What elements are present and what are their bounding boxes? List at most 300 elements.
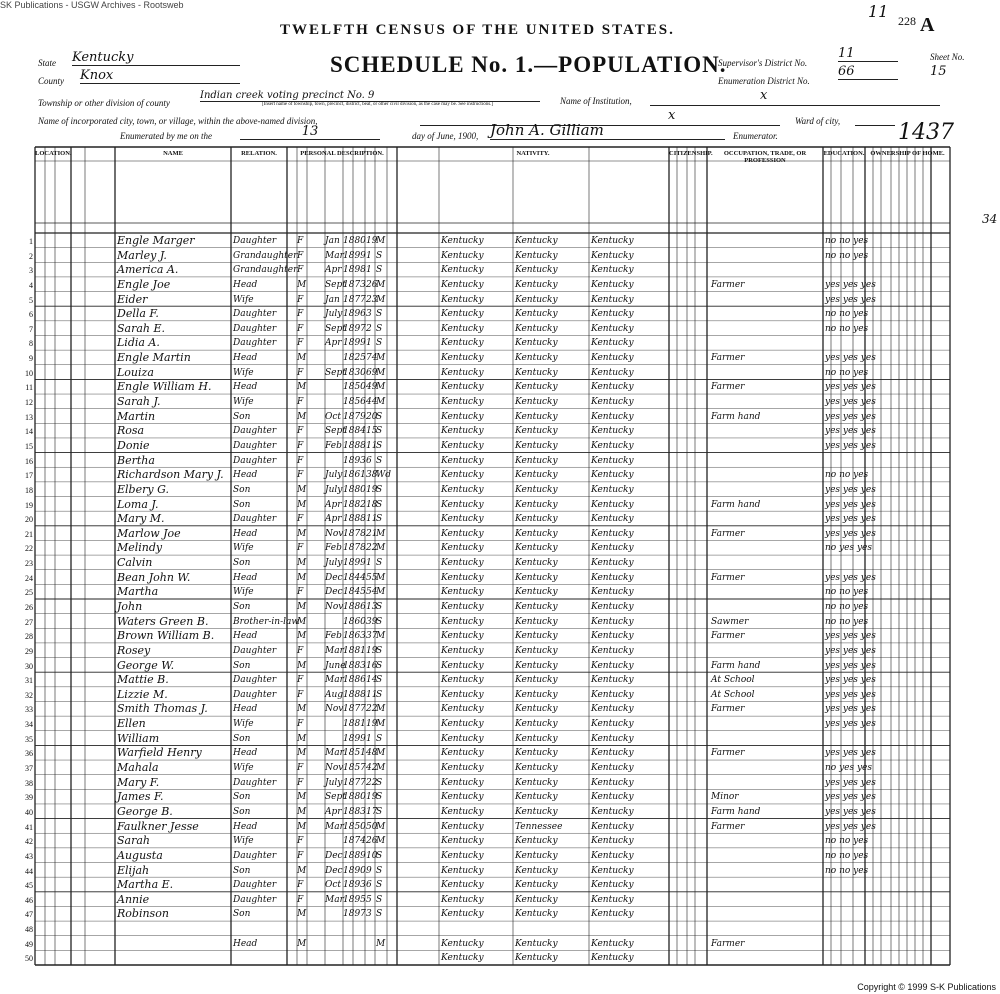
person-name: Elbery G. xyxy=(117,482,169,496)
sex: M xyxy=(297,572,307,583)
marital-status: M xyxy=(376,631,386,642)
mother-birthplace: Kentucky xyxy=(591,865,634,876)
sex: F xyxy=(297,455,304,466)
person-name: Ellen xyxy=(117,717,146,731)
father-birthplace: Kentucky xyxy=(515,602,558,612)
group-heading-location: LOCATION. xyxy=(35,150,72,157)
occupation: Farmer xyxy=(711,279,745,290)
sex: M xyxy=(297,528,307,539)
age: 3 xyxy=(366,909,372,920)
sex: F xyxy=(297,777,304,788)
row-number: 38 xyxy=(25,778,33,788)
person-name: Smith Thomas J. xyxy=(117,702,208,716)
birthplace: Kentucky xyxy=(441,236,484,246)
birth-year: 1898 xyxy=(343,265,366,276)
birthplace: Kentucky xyxy=(441,748,484,759)
father-birthplace: Kentucky xyxy=(515,338,558,349)
marital-status: S xyxy=(376,440,383,451)
birth-year: 1889 xyxy=(343,850,366,861)
marital-status: S xyxy=(376,675,383,686)
birth-month: Dec xyxy=(325,850,343,861)
sex: M xyxy=(297,602,307,612)
occupation: Sawmer xyxy=(711,616,749,627)
father-birthplace: Kentucky xyxy=(515,660,558,671)
birth-month: Sept xyxy=(325,279,346,290)
marital-status: S xyxy=(376,514,383,525)
education: yes yes yes xyxy=(825,704,876,715)
relation: Head xyxy=(233,528,258,539)
education: yes yes yes xyxy=(825,397,876,408)
enum-day-value: 13 xyxy=(240,124,380,140)
marital-status: M xyxy=(376,836,386,847)
education: yes yes yes xyxy=(825,353,876,364)
person-name: Mary M. xyxy=(117,512,165,526)
sex: F xyxy=(297,250,304,261)
sex: F xyxy=(297,543,304,554)
row-number: 12 xyxy=(25,398,33,408)
relation: Son xyxy=(233,733,251,744)
birthplace: Kentucky xyxy=(441,528,484,539)
birthplace: Kentucky xyxy=(441,587,484,598)
sex: M xyxy=(297,660,307,671)
father-birthplace: Kentucky xyxy=(515,323,558,334)
institution-mark: x xyxy=(760,88,768,103)
age: 11 xyxy=(366,689,378,700)
birth-year: 1897 xyxy=(343,323,366,334)
age: 22 xyxy=(366,777,378,788)
row-number: 3 xyxy=(29,266,33,276)
birth-year: 1845 xyxy=(343,587,366,598)
birthplace: Kentucky xyxy=(441,733,484,744)
mother-birthplace: Kentucky xyxy=(591,938,634,949)
father-birthplace: Kentucky xyxy=(515,484,558,495)
education: yes yes yes xyxy=(825,440,876,451)
education: yes yes yes xyxy=(825,821,876,832)
mother-birthplace: Kentucky xyxy=(591,411,634,422)
birth-year: 1880 xyxy=(343,236,366,246)
row-number: 16 xyxy=(25,456,33,466)
sex: F xyxy=(297,587,304,598)
sex: M xyxy=(297,704,307,715)
person-name: Mary F. xyxy=(117,775,160,789)
relation: Daughter xyxy=(233,426,277,437)
page-letter: A xyxy=(920,14,935,36)
education: yes yes yes xyxy=(825,675,876,686)
sex: F xyxy=(297,514,304,525)
side-number: 34 xyxy=(982,212,998,226)
birthplace: Kentucky xyxy=(441,309,484,320)
occupation: Farmer xyxy=(711,938,745,949)
father-birthplace: Kentucky xyxy=(515,909,558,920)
education: no no yes xyxy=(825,587,869,598)
relation: Head xyxy=(233,572,258,583)
occupation: Minor xyxy=(711,792,739,803)
marital-status: S xyxy=(376,309,383,320)
education: no yes yes xyxy=(825,543,872,554)
birth-year: 1895 xyxy=(343,894,366,905)
birth-month: Sept xyxy=(325,367,346,378)
birthplace: Kentucky xyxy=(441,704,484,715)
relation: Head xyxy=(233,938,258,949)
age: 1 xyxy=(366,733,372,744)
father-birthplace: Kentucky xyxy=(515,894,558,905)
relation: Daughter xyxy=(233,514,277,525)
father-birthplace: Kentucky xyxy=(515,397,558,408)
row-number: 25 xyxy=(25,588,33,598)
birthplace: Kentucky xyxy=(441,426,484,437)
county-value: Knox xyxy=(80,68,240,84)
marital-status: Wd xyxy=(376,470,392,481)
age: 26 xyxy=(366,279,378,290)
birth-month: Apr xyxy=(325,338,342,349)
row-number: 50 xyxy=(25,954,33,964)
birthplace: Kentucky xyxy=(441,470,484,481)
group-heading-name: NAME xyxy=(163,150,183,157)
sex: M xyxy=(297,616,307,627)
father-birthplace: Kentucky xyxy=(515,236,558,246)
father-birthplace: Kentucky xyxy=(515,514,558,525)
sex: F xyxy=(297,850,304,861)
birth-month: July xyxy=(325,484,343,495)
father-birthplace: Kentucky xyxy=(515,382,558,393)
mother-birthplace: Kentucky xyxy=(591,397,634,408)
age: 55 xyxy=(366,572,378,583)
birth-year: 1825 xyxy=(343,353,366,364)
age: 19 xyxy=(366,484,378,495)
marital-status: S xyxy=(376,265,383,276)
education: no no yes xyxy=(825,616,869,627)
sex: F xyxy=(297,338,304,349)
mother-birthplace: Kentucky xyxy=(591,543,634,554)
person-name: Lizzie M. xyxy=(117,687,168,701)
age: 2 xyxy=(366,323,372,334)
father-birthplace: Kentucky xyxy=(515,309,558,320)
age: 23 xyxy=(366,294,378,305)
sex: M xyxy=(297,909,307,920)
age: 6 xyxy=(366,455,372,466)
father-birthplace: Kentucky xyxy=(515,748,558,759)
birth-year: 1899 xyxy=(343,250,366,261)
birth-month: Mar xyxy=(325,675,344,686)
row-number: 44 xyxy=(25,866,33,876)
mother-birthplace: Kentucky xyxy=(591,528,634,539)
age: 42 xyxy=(366,763,378,774)
age: 3 xyxy=(366,309,372,320)
birth-month: Nov xyxy=(325,602,344,612)
marital-status: S xyxy=(376,645,383,656)
sex: F xyxy=(297,719,304,730)
occupation: Farmer xyxy=(711,631,745,642)
person-name: Augusta xyxy=(117,848,163,862)
father-birthplace: Kentucky xyxy=(515,353,558,364)
relation: Daughter xyxy=(233,440,277,451)
row-number: 27 xyxy=(25,617,33,627)
father-birthplace: Kentucky xyxy=(515,704,558,715)
mother-birthplace: Kentucky xyxy=(591,821,634,832)
relation: Daughter xyxy=(233,645,277,656)
birth-year: 1888 xyxy=(343,689,366,700)
sex: M xyxy=(297,733,307,744)
birthplace: Kentucky xyxy=(441,645,484,656)
mother-birthplace: Kentucky xyxy=(591,748,634,759)
relation: Son xyxy=(233,660,251,671)
birth-year: 1883 xyxy=(343,660,366,671)
mother-birthplace: Kentucky xyxy=(591,470,634,481)
row-number: 36 xyxy=(25,749,33,759)
row-number: 40 xyxy=(25,807,33,817)
occupation: Farm hand xyxy=(711,660,761,671)
education: yes yes yes xyxy=(825,660,876,671)
education: yes yes yes xyxy=(825,689,876,700)
age: 18 xyxy=(366,499,378,510)
row-number: 37 xyxy=(25,764,33,774)
relation: Daughter xyxy=(233,689,277,700)
row-number: 14 xyxy=(25,427,33,437)
birthplace: Kentucky xyxy=(441,499,484,510)
row-number: 28 xyxy=(25,632,33,642)
age: 11 xyxy=(366,514,378,525)
relation: Wife xyxy=(233,587,254,598)
supervisor-value: 11 xyxy=(838,46,898,62)
mother-birthplace: Kentucky xyxy=(591,279,634,290)
education: no no yes xyxy=(825,865,869,876)
father-birthplace: Kentucky xyxy=(515,616,558,627)
enumerator-label: Enumerator. xyxy=(733,131,778,141)
age: 49 xyxy=(366,382,378,393)
birth-year: 1888 xyxy=(343,440,366,451)
birth-year: 1878 xyxy=(343,528,366,539)
birth-year: 1886 xyxy=(343,675,366,686)
row-number: 47 xyxy=(25,910,33,920)
age: 37 xyxy=(366,631,378,642)
township-label: Township or other division of county xyxy=(38,98,170,108)
relation: Daughter xyxy=(233,880,277,891)
sex: F xyxy=(297,440,304,451)
age: 16 xyxy=(366,660,378,671)
person-name: Engle Marger xyxy=(117,234,195,247)
group-heading-education: EDUCATION. xyxy=(823,150,865,157)
row-number: 32 xyxy=(25,690,33,700)
copyright-footer: Copyright © 1999 S-K Publications xyxy=(857,982,996,992)
age: 13 xyxy=(366,602,378,612)
relation: Wife xyxy=(233,397,254,408)
relation: Wife xyxy=(233,763,254,774)
age: 1 xyxy=(366,250,372,261)
father-birthplace: Kentucky xyxy=(515,572,558,583)
birthplace: Kentucky xyxy=(441,250,484,261)
father-birthplace: Kentucky xyxy=(515,587,558,598)
education: yes yes yes xyxy=(825,572,876,583)
marital-status: S xyxy=(376,338,383,349)
marital-status: S xyxy=(376,850,383,861)
county-label: County xyxy=(38,76,64,86)
sex: F xyxy=(297,645,304,656)
birth-month: Feb xyxy=(325,440,342,451)
father-birthplace: Kentucky xyxy=(515,440,558,451)
age: 14 xyxy=(366,675,378,686)
row-number: 9 xyxy=(29,354,33,364)
relation: Head xyxy=(233,353,258,364)
sex: F xyxy=(297,426,304,437)
birth-month: Mar xyxy=(325,748,344,759)
ward-line xyxy=(855,124,895,126)
occupation: Farmer xyxy=(711,353,745,364)
birth-month: Oct xyxy=(325,411,342,422)
row-number: 8 xyxy=(29,339,33,349)
relation: Daughter xyxy=(233,455,277,466)
township-value: Indian creek voting precinct No. 9 xyxy=(200,90,540,102)
birthplace: Kentucky xyxy=(441,455,484,466)
marital-status: S xyxy=(376,792,383,803)
marital-status: S xyxy=(376,499,383,510)
birth-year: 1878 xyxy=(343,543,366,554)
sex: F xyxy=(297,236,304,246)
birth-month: Mar xyxy=(325,821,344,832)
row-number: 10 xyxy=(25,368,33,378)
relation: Son xyxy=(233,484,251,495)
marital-status: S xyxy=(376,660,383,671)
supervisor-label: Supervisor's District No. xyxy=(718,58,808,68)
marital-status: M xyxy=(376,397,386,408)
birth-year: 1877 xyxy=(343,294,366,305)
enumerated-label: Enumerated by me on the xyxy=(120,131,212,141)
education: no yes yes xyxy=(825,763,872,774)
birth-year: 1882 xyxy=(343,499,366,510)
enumeration-label: Enumeration District No. xyxy=(718,76,810,86)
education: no no yes xyxy=(825,470,869,481)
birth-month: July xyxy=(325,558,343,569)
person-name: Elijah xyxy=(117,863,150,877)
marital-status: M xyxy=(376,821,386,832)
institution-label: Name of Institution, xyxy=(560,96,632,106)
birthplace: Kentucky xyxy=(441,353,484,364)
marital-status: M xyxy=(376,353,386,364)
relation: Wife xyxy=(233,543,254,554)
sex: F xyxy=(297,397,304,408)
birth-year: 1880 xyxy=(343,484,366,495)
age: 1 xyxy=(366,265,372,276)
marital-status: M xyxy=(376,587,386,598)
age: 10 xyxy=(366,850,378,861)
birthplace: Kentucky xyxy=(441,660,484,671)
father-birthplace: Kentucky xyxy=(515,953,558,964)
row-number: 17 xyxy=(25,471,33,481)
education: no no yes xyxy=(825,323,869,334)
birth-month: Apr xyxy=(325,499,342,510)
birth-year: 1884 xyxy=(343,426,366,437)
birth-month: Nov xyxy=(325,763,344,774)
birthplace: Kentucky xyxy=(441,338,484,349)
father-birthplace: Kentucky xyxy=(515,836,558,847)
marital-status: M xyxy=(376,572,386,583)
birth-month: Mar xyxy=(325,250,344,261)
person-name: Annie xyxy=(117,892,150,906)
enumerator-value: John A. Gilliam xyxy=(490,121,725,140)
occupation: At School xyxy=(711,689,755,700)
person-name: James F. xyxy=(117,790,164,804)
relation: Son xyxy=(233,499,251,510)
occupation: Farm hand xyxy=(711,499,761,510)
person-name: Loma J. xyxy=(117,497,159,511)
person-name: Engle Martin xyxy=(117,351,191,365)
birth-year: 1850 xyxy=(343,821,366,832)
row-number: 18 xyxy=(25,485,33,495)
sex: M xyxy=(297,821,307,832)
marital-status: S xyxy=(376,733,383,744)
birthplace: Kentucky xyxy=(441,558,484,569)
education: yes yes yes xyxy=(825,748,876,759)
marital-status: S xyxy=(376,880,383,891)
birthplace: Kentucky xyxy=(441,938,484,949)
row-number: 24 xyxy=(25,573,33,583)
mother-birthplace: Kentucky xyxy=(591,792,634,803)
birthplace: Kentucky xyxy=(441,572,484,583)
row-number: 31 xyxy=(25,676,33,686)
marital-status: S xyxy=(376,323,383,334)
sex: F xyxy=(297,323,304,334)
birthplace: Kentucky xyxy=(441,719,484,730)
birth-year: 1883 xyxy=(343,806,366,817)
birth-year: 1888 xyxy=(343,514,366,525)
mother-birthplace: Kentucky xyxy=(591,616,634,627)
row-number: 33 xyxy=(25,705,33,715)
sex: M xyxy=(297,558,307,569)
mother-birthplace: Kentucky xyxy=(591,719,634,730)
marital-status: M xyxy=(376,704,386,715)
sex: M xyxy=(297,411,307,422)
sex: F xyxy=(297,470,304,481)
age: 20 xyxy=(366,411,378,422)
mother-birthplace: Kentucky xyxy=(591,323,634,334)
education: yes yes yes xyxy=(825,382,876,393)
father-birthplace: Tennessee xyxy=(515,821,563,832)
age: 9 xyxy=(366,865,372,876)
age: 19 xyxy=(366,645,378,656)
education: yes yes yes xyxy=(825,294,876,305)
enumeration-value: 66 xyxy=(838,64,898,80)
person-name: Martha xyxy=(117,585,159,599)
marital-status: S xyxy=(376,411,383,422)
relation: Daughter xyxy=(233,236,277,246)
occupation: Farm hand xyxy=(711,411,761,422)
father-birthplace: Kentucky xyxy=(515,558,558,569)
mother-birthplace: Kentucky xyxy=(591,514,634,525)
birthplace: Kentucky xyxy=(441,411,484,422)
father-birthplace: Kentucky xyxy=(515,470,558,481)
marital-status: S xyxy=(376,455,383,466)
father-birthplace: Kentucky xyxy=(515,411,558,422)
relation: Daughter xyxy=(233,850,277,861)
row-number: 49 xyxy=(25,939,33,949)
birth-year: 1880 xyxy=(343,792,366,803)
mother-birthplace: Kentucky xyxy=(591,836,634,847)
sheet-label: Sheet No. xyxy=(930,52,965,62)
birthplace: Kentucky xyxy=(441,279,484,290)
person-name: Mahala xyxy=(117,761,159,775)
sex: M xyxy=(297,279,307,290)
group-heading-relation: RELATION. xyxy=(241,150,277,157)
birth-month: Dec xyxy=(325,865,343,876)
marital-status: S xyxy=(376,250,383,261)
mother-birthplace: Kentucky xyxy=(591,777,634,788)
education: yes yes yes xyxy=(825,528,876,539)
relation: Grandaughter xyxy=(233,250,298,261)
row-number: 7 xyxy=(29,324,33,334)
row-number: 21 xyxy=(25,529,33,539)
birthplace: Kentucky xyxy=(441,763,484,774)
person-name: Louiza xyxy=(117,365,154,379)
person-name: George W. xyxy=(117,658,175,672)
